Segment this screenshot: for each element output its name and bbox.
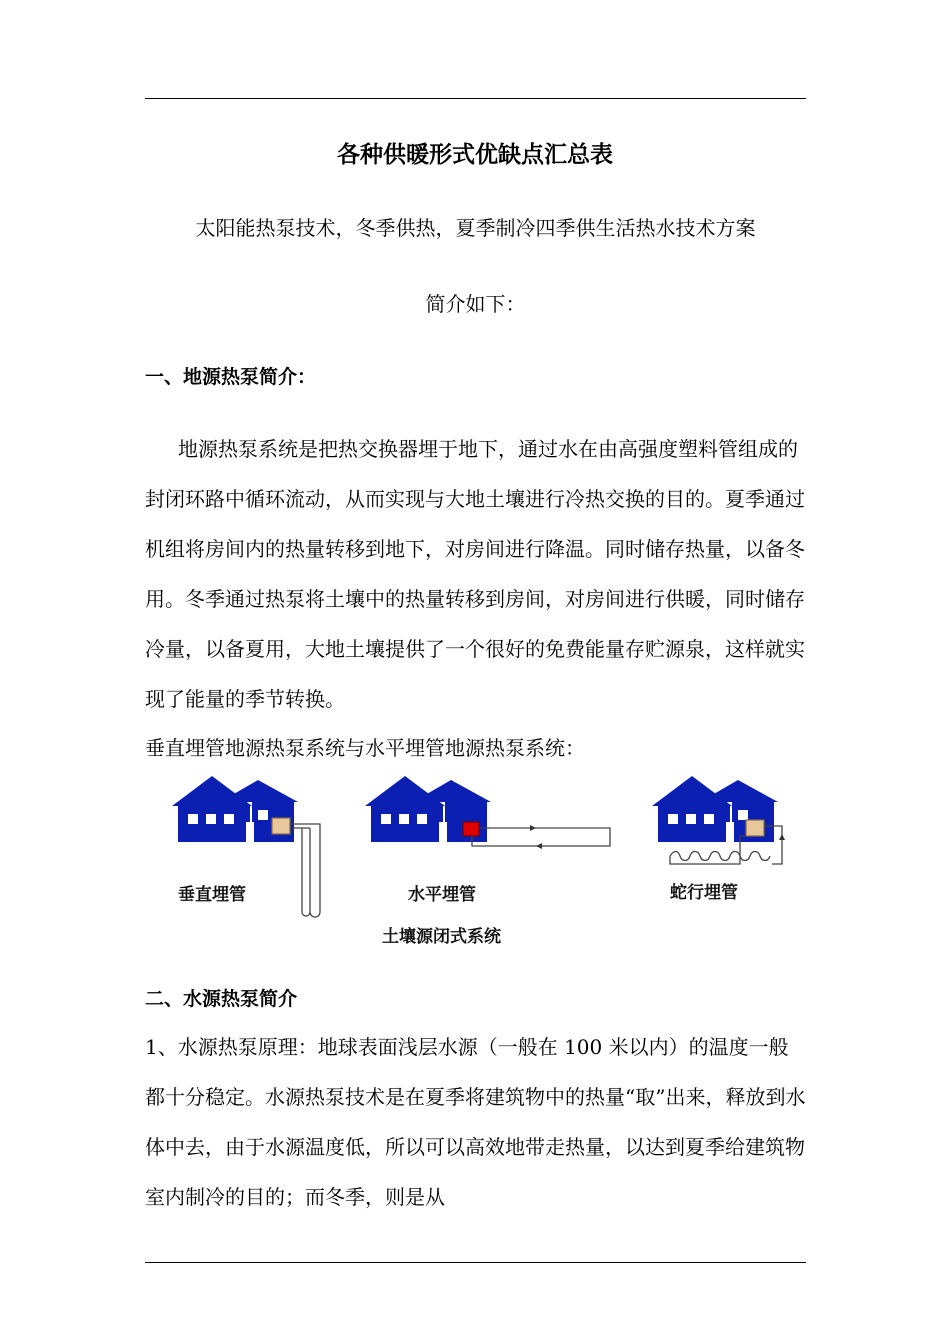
footer-rule	[145, 1262, 806, 1263]
label-system: 土壤源闭式系统	[382, 927, 501, 947]
house-horizontal	[365, 776, 610, 849]
section-2-heading: 二、水源热泵简介	[145, 988, 298, 1010]
house-serpentine	[652, 776, 785, 864]
document-subtitle: 太阳能热泵技术，冬季供热，夏季制冷四季供生活热水技术方案	[195, 216, 756, 240]
document-subtitle-2: 简介如下：	[425, 292, 526, 316]
section-1-paragraph: 地源热泵系统是把热交换器埋于地下，通过水在由高强度塑料管组成的封闭环路中循环流动，从而实现与大地土壤进行冷热交换的目的。夏季通过机组将房间内的热量转移到地下，对房间进行降温。同时储存热量，以备冬用。冬季通过热泵将土壤中的热量转移到房间，对房间进行供暖，同时储存冷量，以备夏用，大地土壤提供了一个很好的免费能量存贮源泉，这样就实现了能量的季节转换。	[145, 437, 805, 711]
header-rule	[145, 98, 806, 99]
label-serpentine: 蛇行埋管	[670, 883, 738, 903]
ground-loop-diagram	[160, 764, 790, 954]
diagram-caption: 垂直埋管地源热泵系统与水平埋管地源热泵系统：	[145, 736, 585, 760]
heat-pump-unit	[272, 818, 290, 834]
label-horizontal: 水平埋管	[408, 885, 476, 905]
heat-pump-unit-active	[463, 822, 479, 836]
section-2-paragraph: 1、水源热泵原理：地球表面浅层水源（一般在 100 米以内）的温度一般都十分稳定。水源热泵技术是在夏季将建筑物中的热量“取”出来，释放到水体中去，由于水源温度低，所以可以高效地带走热量，以达到夏季给建筑物室内制冷的目的；而冬季，则是从	[145, 1035, 806, 1209]
label-vertical: 垂直埋管	[178, 885, 246, 905]
document-title: 各种供暖形式优缺点汇总表	[337, 142, 613, 168]
heat-pump-unit	[746, 820, 764, 836]
section-1-heading: 一、地源热泵简介：	[145, 366, 317, 388]
